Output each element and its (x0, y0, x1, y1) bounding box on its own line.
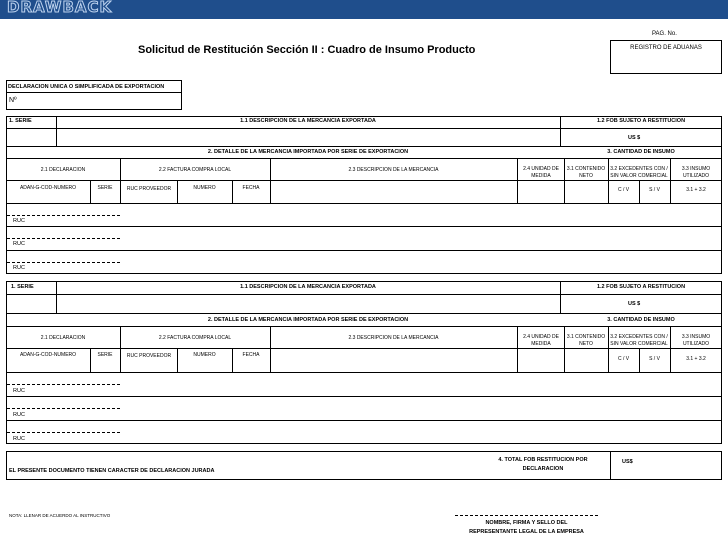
declaracion-jurada-text: EL PRESENTE DOCUMENTO TIENEN CARACTER DE DECLARACION JURADA (9, 468, 215, 474)
col-descripcion: 2.3 DESCRIPCION DE LA MERCANCIA (348, 167, 439, 173)
divider (6, 226, 722, 227)
col-declaracion: 2.1 DECLARACION (40, 167, 86, 173)
divider (6, 250, 722, 251)
divider (610, 451, 611, 480)
divider (90, 348, 91, 372)
col-contenido: 3.1 CONTENIDO NETO (566, 166, 606, 179)
total-fob-usd-label: US$ (622, 459, 633, 465)
col-unidad: 2.4 UNIDAD DE MEDIDA (523, 166, 559, 179)
ruc-row-label: RUC (13, 241, 25, 247)
signature-label-line1: NOMBRE, FIRMA Y SELLO DEL (485, 520, 568, 526)
sub-fecha: FECHA (242, 352, 260, 358)
fob-label: 1.2 FOB SUJETO A RESTITUCION (596, 118, 686, 124)
divider (232, 348, 233, 372)
sub-sv: S / V (649, 356, 660, 362)
divider (670, 326, 671, 372)
registro-aduanas-label: REGISTRO DE ADUANAS (630, 45, 702, 51)
ruc-dash (7, 238, 120, 239)
sub-cv: C / V (617, 187, 630, 193)
divider (564, 158, 565, 203)
divider (6, 326, 722, 327)
numero-label: Nº (9, 97, 17, 104)
divider (232, 180, 233, 203)
signature-line[interactable] (455, 515, 598, 516)
divider (670, 158, 671, 203)
sub-suma: 3.1 + 3.2 (686, 187, 706, 193)
divider (6, 128, 722, 129)
col-unidad: 2.4 UNIDAD DE MEDIDA (523, 334, 559, 347)
divider (517, 326, 518, 372)
instructivo-note: NOTA: LLENAR DE ACUERDO AL INSTRUCTIVO (9, 513, 111, 518)
sub-sv: S / V (649, 187, 660, 193)
ruc-row-label: RUC (13, 412, 25, 418)
ruc-dash (7, 408, 120, 409)
detalle-importada-label: 2. DETALLE DE LA MERCANCIA IMPORTADA POR SERIE DE EXPORTACION (207, 149, 409, 155)
sub-aduana: ADAN-G-COD-NUMERO (19, 352, 77, 358)
ruc-dash (7, 262, 120, 263)
cantidad-insumo-label: 3. CANTIDAD DE INSUMO (607, 149, 675, 155)
divider (6, 158, 722, 159)
sub-numero: NUMERO (193, 352, 216, 358)
divider (6, 420, 722, 421)
serie-label: 1. SERIE (9, 118, 32, 124)
divider (6, 313, 722, 314)
ruc-dash (7, 384, 120, 385)
total-fob-label: 4. TOTAL FOB RESTITUCION POR DECLARACION (498, 457, 588, 472)
divider (6, 294, 722, 295)
divider (608, 326, 609, 372)
col-declaracion: 2.1 DECLARACION (40, 335, 86, 341)
brand-logo: DRAWBACK (7, 0, 113, 16)
col-excedentes: 3.2 EXCEDENTES CON / SIN VALOR COMERCIAL (610, 166, 668, 179)
sub-suma: 3.1 + 3.2 (686, 356, 706, 362)
fob-usd-label: US $ (628, 301, 641, 307)
fob-label: 1.2 FOB SUJETO A RESTITUCION (596, 284, 686, 290)
sub-serie: SERIE (97, 185, 113, 191)
divider (608, 158, 609, 203)
fob-usd-label: US $ (628, 135, 641, 141)
divider (6, 92, 182, 93)
col-excedentes: 3.2 EXCEDENTES CON / SIN VALOR COMERCIAL (610, 334, 668, 347)
divider (6, 146, 722, 147)
divider (177, 180, 178, 203)
col-insumo: 3.3 INSUMO UTILIZADO (681, 334, 711, 347)
divider (90, 180, 91, 203)
sub-aduana: ADAN-G-COD-NUMERO (19, 185, 77, 191)
ruc-row-label: RUC (13, 265, 25, 271)
col-factura: 2.2 FACTURA COMPRA LOCAL (158, 167, 232, 173)
sub-fecha: FECHA (242, 185, 260, 191)
descripcion-exportada-label: 1.1 DESCRIPCION DE LA MERCANCIA EXPORTADA (240, 118, 376, 124)
total-fob-row (6, 451, 722, 480)
divider (270, 326, 271, 372)
divider (177, 348, 178, 372)
divider (6, 203, 722, 204)
cantidad-insumo-label: 3. CANTIDAD DE INSUMO (607, 317, 675, 323)
divider (120, 158, 121, 203)
col-contenido: 3.1 CONTENIDO NETO (566, 334, 606, 347)
ruc-dash (7, 432, 120, 433)
sub-cv: C / V (617, 356, 630, 362)
ruc-row-label: RUC (13, 388, 25, 394)
divider (6, 180, 722, 181)
divider (6, 348, 722, 349)
sub-numero: NUMERO (193, 185, 216, 191)
detalle-importada-label: 2. DETALLE DE LA MERCANCIA IMPORTADA POR SERIE DE EXPORTACION (207, 317, 409, 323)
divider (6, 372, 722, 373)
form-title: Solicitud de Restitución Sección II : Cuadro de Insumo Producto (138, 44, 476, 56)
ruc-row-label: RUC (13, 218, 25, 224)
declaracion-label: DECLARACION UNICA O SIMPLIFICADA DE EXPORTACION (8, 84, 165, 90)
col-insumo: 3.3 INSUMO UTILIZADO (681, 166, 711, 179)
sub-serie: SERIE (97, 352, 113, 358)
serie-label: 1. SERIE (11, 284, 34, 290)
divider (564, 326, 565, 372)
divider (270, 158, 271, 203)
descripcion-exportada-label: 1.1 DESCRIPCION DE LA MERCANCIA EXPORTADA (240, 284, 376, 290)
sub-ruc-proveedor: RUC PROVEEDOR (126, 186, 172, 192)
divider (120, 326, 121, 372)
divider (517, 158, 518, 203)
col-factura: 2.2 FACTURA COMPRA LOCAL (158, 335, 232, 341)
ruc-row-label: RUC (13, 436, 25, 442)
divider (6, 396, 722, 397)
sub-ruc-proveedor: RUC PROVEEDOR (126, 353, 172, 359)
signature-label-line2: REPRESENTANTE LEGAL DE LA EMPRESA (469, 529, 584, 535)
col-descripcion: 2.3 DESCRIPCION DE LA MERCANCIA (348, 335, 439, 341)
ruc-dash (7, 215, 120, 216)
page-number-label: PAG. No. (652, 31, 677, 37)
